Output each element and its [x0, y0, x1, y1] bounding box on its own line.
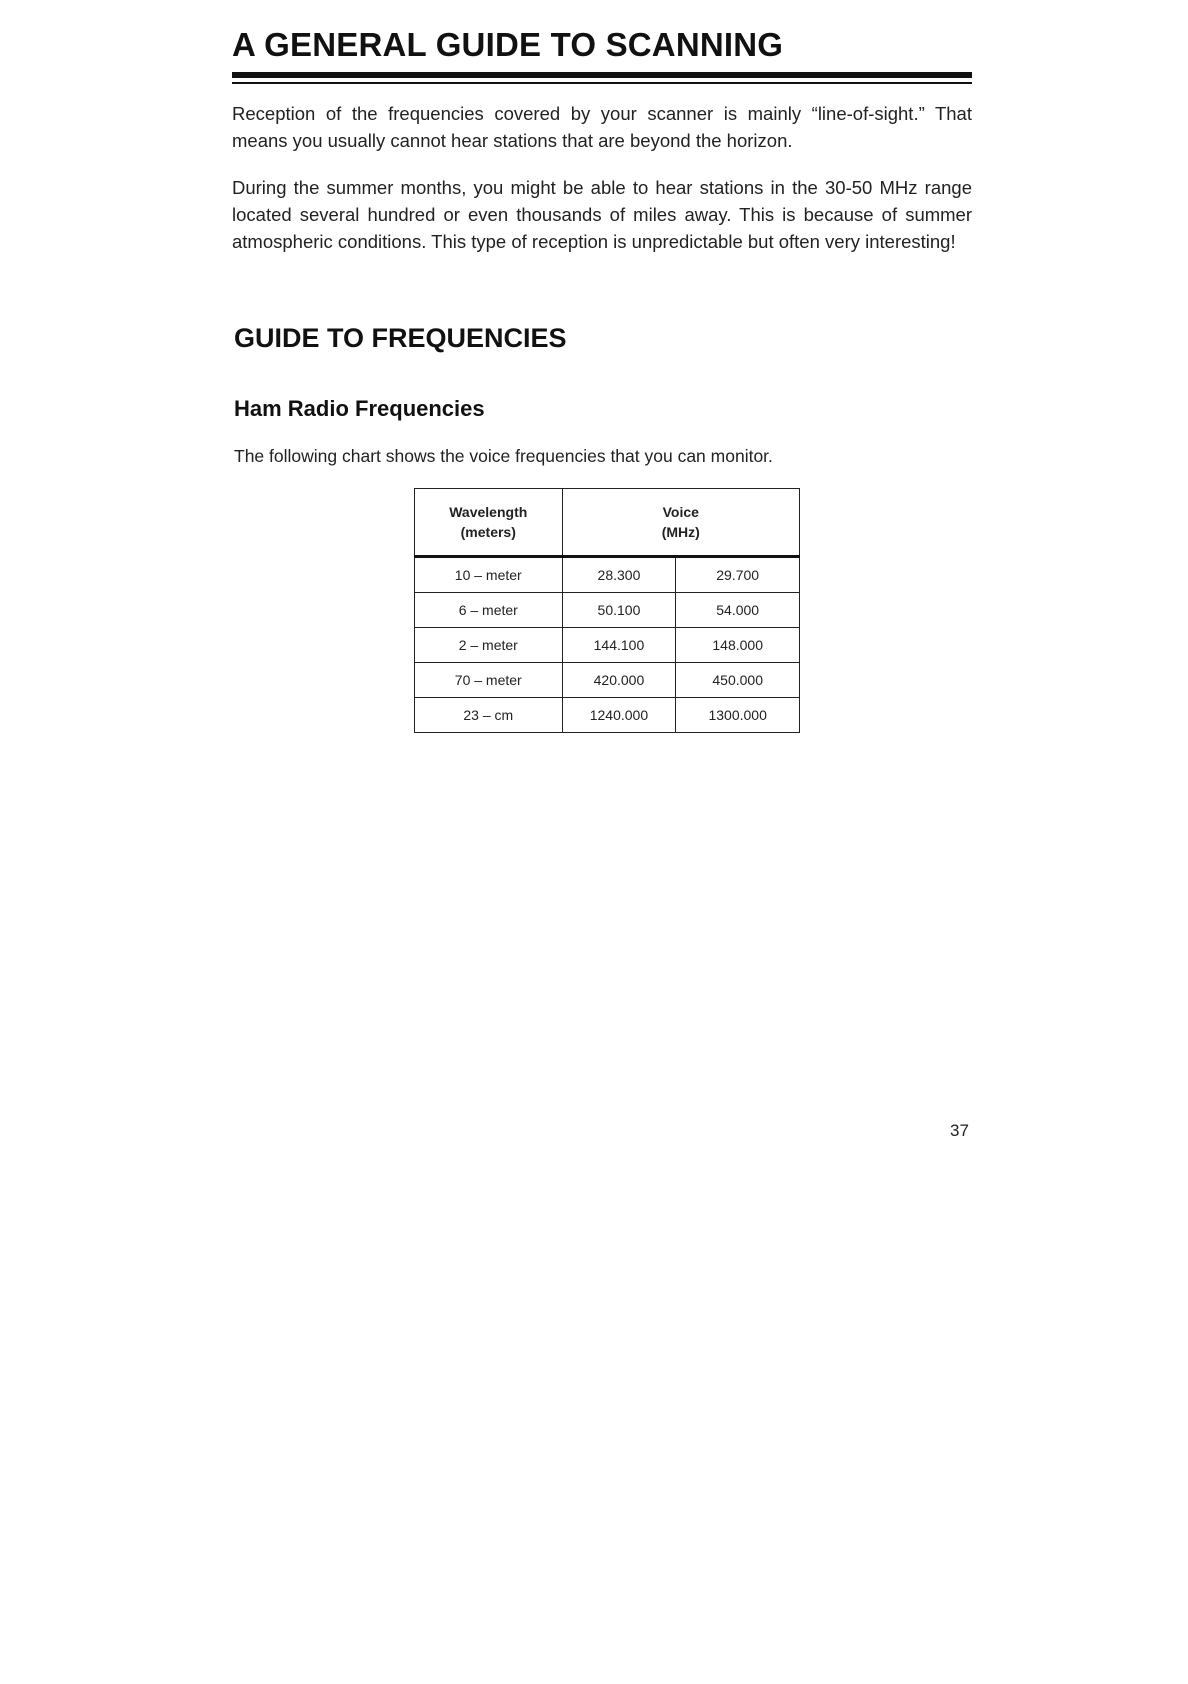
cell-voice-low: 1240.000: [562, 698, 676, 733]
section-heading: GUIDE TO FREQUENCIES: [234, 323, 567, 353]
cell-voice-low: 420.000: [562, 663, 676, 698]
paragraph-line-of-sight: Reception of the frequencies covered by your scanner is mainly “line-of-sight.” That means you usually cannot hear stations that are beyond the horizon.: [232, 103, 972, 151]
cell-voice-high: 29.700: [676, 557, 800, 593]
title-rule: [232, 72, 972, 78]
cell-voice-high: 54.000: [676, 593, 800, 628]
page-title: A GENERAL GUIDE TO SCANNING: [232, 26, 784, 63]
frequency-table: [414, 488, 800, 733]
header-wavelength-unit: (meters): [460, 524, 516, 540]
table-row: [415, 663, 800, 698]
cell-voice-high: 1300.000: [676, 698, 800, 733]
cell-wavelength: 23 – cm: [415, 698, 563, 733]
table-row: [415, 593, 800, 628]
cell-wavelength: 6 – meter: [415, 593, 563, 628]
cell-voice-high: 450.000: [676, 663, 800, 698]
header-voice-unit: (MHz): [661, 524, 700, 540]
header-voice: [562, 489, 799, 557]
header-wavelength-label: Wavelength: [449, 504, 528, 520]
cell-voice-high: 148.000: [676, 628, 800, 663]
cell-wavelength: 2 – meter: [415, 628, 563, 663]
table-intro: The following chart shows the voice frequencies that you can monitor.: [234, 446, 773, 466]
table-header-row: [415, 489, 800, 557]
cell-wavelength: 10 – meter: [415, 557, 563, 593]
cell-voice-low: 144.100: [562, 628, 676, 663]
header-voice-label: Voice: [662, 504, 699, 520]
sub-heading: Ham Radio Frequencies: [234, 396, 485, 421]
cell-wavelength: 70 – meter: [415, 663, 563, 698]
paragraph-summer-reception: During the summer months, you might be able to hear stations in the 30-50 MHz range located several hundred or even thousands of miles away. This is because of summer atmospheric conditions. This type of reception is unpredictable but often very interesting!: [232, 177, 972, 252]
cell-voice-low: 50.100: [562, 593, 676, 628]
cell-voice-low: 28.300: [562, 557, 676, 593]
table-row: [415, 698, 800, 733]
page-number: 37: [950, 1121, 969, 1140]
table-row: [415, 628, 800, 663]
title-rule-thin: [232, 82, 972, 84]
header-wavelength: [415, 489, 563, 557]
table-row: [415, 557, 800, 593]
